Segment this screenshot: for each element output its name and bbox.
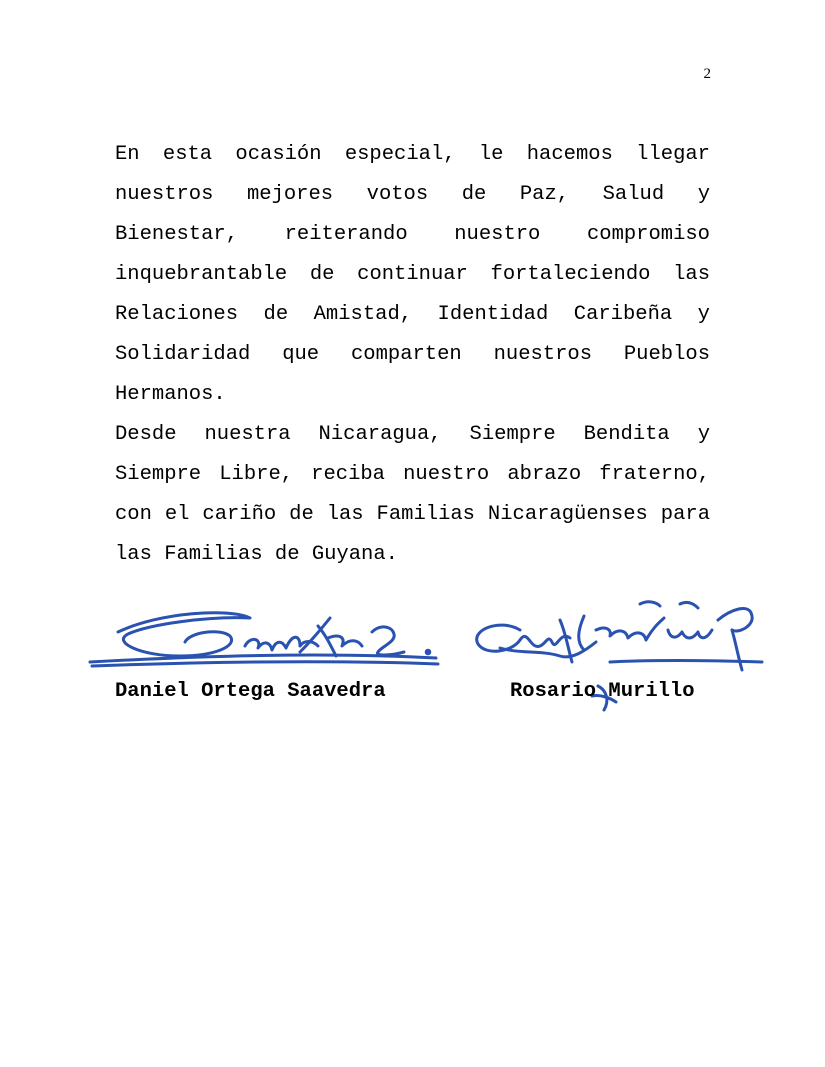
- letter-paragraph-1: En esta ocasión especial, le hacemos llegar nuestros mejores votos de Paz, Salud y Bienestar, reiterando nuestro compromiso inquebrantable de continuar fortaleciendo las Relaciones de Amistad, Identidad Caribeña y Solidaridad que comparten nuestros Pueblos Hermanos.: [115, 143, 710, 406]
- signature-left-ink: [90, 613, 438, 666]
- signature-block: [0, 590, 825, 720]
- signer-name-left: Daniel Ortega Saavedra: [115, 680, 386, 703]
- signer-name-right: Rosario Murillo: [510, 680, 695, 703]
- letter-paragraph-2: Desde nuestra Nicaragua, Siempre Bendita y Siempre Libre, reciba nuestro abrazo fraterno, con el cariño de las Familias Nicaragüenses para las Familias de Guyana.: [115, 423, 710, 566]
- page-number: 2: [703, 66, 711, 82]
